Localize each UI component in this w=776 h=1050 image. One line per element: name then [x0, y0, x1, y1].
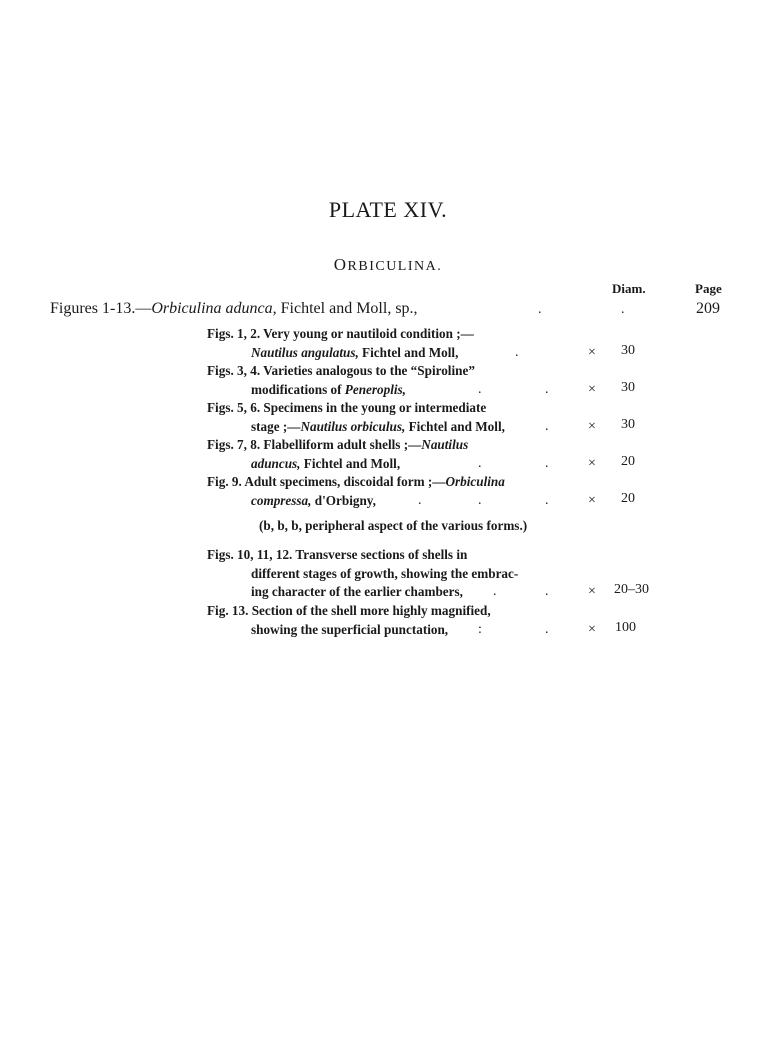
leader-dot: . — [478, 456, 482, 471]
main-entry-species: Orbiculina adunca, — [151, 300, 277, 317]
leader-dot: . — [478, 493, 482, 508]
leader-dot: . — [621, 302, 625, 317]
leader-dot: . — [538, 302, 542, 317]
diameter-value: 30 — [621, 343, 635, 358]
magnification-sign: × — [588, 456, 596, 471]
entry-text: modifications of — [251, 382, 345, 397]
section-title-initial: O — [333, 255, 348, 274]
leader-dot: . — [545, 456, 549, 471]
diameter-value: 100 — [615, 620, 636, 635]
main-entry-author: Fichtel and Moll, sp., — [276, 300, 418, 317]
entry-line: Figs. 10, 11, 12. Transverse sections of shells in — [207, 547, 468, 562]
entry-line — [251, 456, 400, 472]
magnification-sign: × — [588, 584, 596, 599]
leader-dot: . — [493, 584, 497, 599]
entry-line — [251, 382, 406, 398]
diameter-value: 30 — [621, 380, 635, 395]
leader-dot: : — [478, 622, 482, 637]
main-entry-page: 209 — [696, 300, 720, 317]
plate-title: PLATE XIV. — [328, 197, 448, 222]
magnification-sign: × — [588, 382, 596, 397]
author-text: Fichtel and Moll, — [300, 456, 401, 471]
magnification-sign: × — [588, 622, 596, 637]
entry-line: Figs. 5, 6. Specimens in the young or intermediate — [207, 400, 487, 415]
diameter-value: 20–30 — [614, 582, 649, 597]
species-name: Peneroplis, — [344, 382, 406, 397]
leader-dot: . — [545, 419, 549, 434]
entry-line — [251, 345, 458, 361]
diam-column-header: Diam. — [612, 281, 646, 296]
magnification-sign: × — [588, 345, 596, 360]
diameter-value: 30 — [621, 417, 635, 432]
entry-line — [251, 419, 505, 435]
entry-line: Figs. 3, 4. Varieties analogous to the “Spiroline” — [207, 363, 475, 378]
entry-line: Fig. 13. Section of the shell more highly magnified, — [207, 603, 491, 618]
leader-dot: . — [478, 382, 482, 397]
species-name: Nautilus angulatus, — [251, 345, 359, 360]
species-name: aduncus, — [251, 456, 301, 471]
entry-line: Figs. 1, 2. Very young or nautiloid condition ;— — [207, 326, 474, 341]
author-text: d'Orbigny, — [311, 493, 376, 508]
section-title — [0, 255, 776, 275]
species-name: Nautilus — [421, 437, 469, 452]
leader-dot: . — [545, 382, 549, 397]
main-entry — [50, 300, 418, 318]
entry-line — [251, 493, 376, 509]
page-column-header: Page — [695, 281, 722, 296]
entry-line: ing character of the earlier chambers, — [251, 584, 463, 599]
section-title-rest: RBICULINA. — [347, 259, 443, 274]
species-name: Orbiculina — [445, 474, 505, 489]
leader-dot: . — [545, 584, 549, 599]
entry-text: Figs. 7, 8. Flabelliform adult shells ;— — [207, 437, 422, 452]
entry-line: showing the superficial punctation, — [251, 622, 449, 637]
leader-dot: . — [545, 493, 549, 508]
magnification-sign: × — [588, 493, 596, 508]
leader-dot: . — [418, 493, 422, 508]
diameter-value: 20 — [621, 491, 635, 506]
diameter-value: 20 — [621, 454, 635, 469]
entry-text: stage ;— — [251, 419, 301, 434]
peripheral-note: (b, b, b, peripheral aspect of the various forms.) — [259, 518, 528, 533]
entry-line — [207, 474, 505, 490]
author-text: Fichtel and Moll, — [358, 345, 459, 360]
entry-line: different stages of growth, showing the embrac- — [251, 566, 519, 581]
magnification-sign: × — [588, 419, 596, 434]
leader-dot: . — [545, 622, 549, 637]
species-name: compressa, — [251, 493, 312, 508]
author-text: Fichtel and Moll, — [405, 419, 505, 434]
entry-text: Fig. 9. Adult specimens, discoidal form ;— — [207, 474, 446, 489]
main-entry-prefix: Figures 1-13.— — [50, 300, 152, 317]
leader-dot: . — [515, 345, 519, 360]
entry-line — [207, 437, 468, 453]
species-name: Nautilus orbiculus, — [300, 419, 406, 434]
